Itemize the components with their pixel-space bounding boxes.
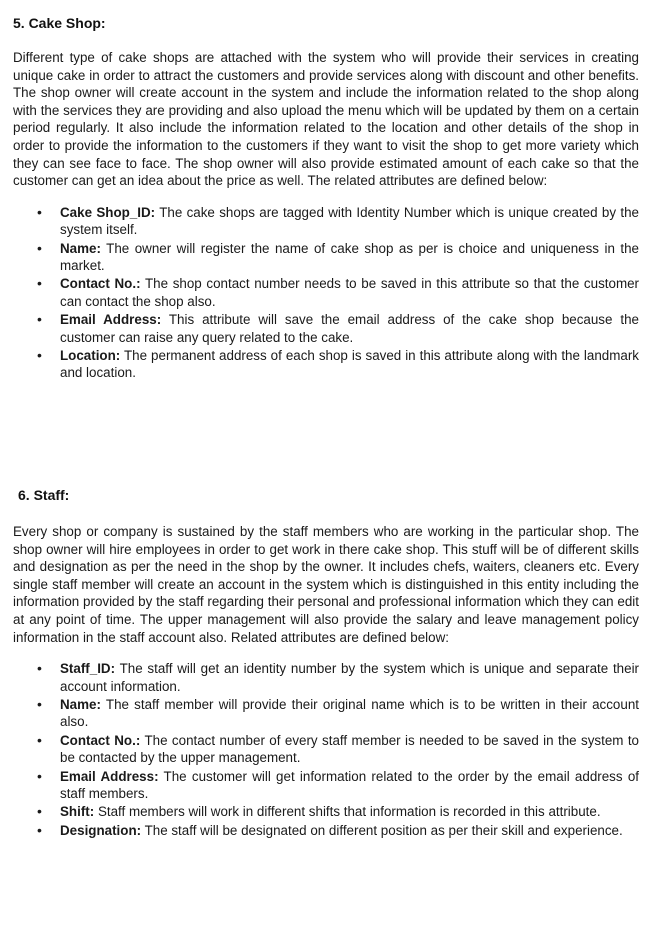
bullet-icon: • xyxy=(37,275,42,292)
cake-shop-heading: 5. Cake Shop: xyxy=(13,15,106,31)
attribute-item xyxy=(37,239,639,275)
attribute-description: The owner will register the name of cake shop as per is choice and uniqueness in the market. xyxy=(60,240,639,273)
attribute-description: The staff will get an identity number by the system which is unique and separate their account information. xyxy=(60,661,639,694)
attribute-term: Shift: xyxy=(60,804,95,820)
bullet-icon: • xyxy=(37,803,42,820)
staff-section xyxy=(13,486,639,840)
attribute-term: Contact No.: xyxy=(60,732,141,748)
bullet-icon: • xyxy=(37,203,42,220)
staff-heading: 6. Staff: xyxy=(18,487,70,503)
staff-intro: Every shop or company is sustained by the staff members who are working in the particular shop. The shop owner will hire employees in order to get work in there cake shop. This stuff will be of different skills and designation as per the need in the shop by the owner. It includes chefs, waiters, cleaners etc. Every single staff member will create an account in the system which is distinguished in this entity including the information provided by the staff regarding their personal and professional information which they can edit at any point of time. The upper management will also provide the salary and leave management policy information in the staff account also. Related attributes are defined below: xyxy=(13,524,639,645)
attribute-description: The customer will get information related to the order by the email address of staff members. xyxy=(60,768,639,801)
attribute-description: The staff will be designated on different position as per their skill and experience. xyxy=(141,822,623,838)
attribute-description: The permanent address of each shop is saved in this attribute along with the landmark and location. xyxy=(60,348,639,381)
attribute-item xyxy=(37,695,639,731)
attribute-description: The staff member will provide their original name which is to be written in their account also. xyxy=(60,696,639,730)
attribute-term: Email Address: xyxy=(60,768,159,784)
cake-shop-section xyxy=(13,14,639,383)
bullet-icon: • xyxy=(37,311,42,328)
attribute-description: The contact number of every staff member is needed to be saved in the system to be contacted by the upper management. xyxy=(60,732,639,766)
bullet-icon: • xyxy=(37,239,42,256)
attribute-item xyxy=(37,803,639,820)
attribute-term: Cake Shop_ID: xyxy=(60,204,156,220)
attribute-description: Staff members will work in different shifts that information is recorded in this attribute. xyxy=(94,804,601,820)
attribute-item xyxy=(37,311,639,346)
attribute-term: Email Address: xyxy=(60,312,162,328)
attribute-item xyxy=(37,347,639,382)
cake-shop-intro: Different type of cake shops are attached with the system who will provide their services in creating unique cake in order to attract the customers and provide services along with discount and other benefits. The shop owner will create account in the system and include the information related to the shop along with the services they are providing and also upload the menu which will be updated by them on a certain period regularly. It also include the information related to the location and other details of the shop in order to provide the information to the customers if they want to visit the shop to get more variety which they can see face to face. The shop owner will also provide estimated amount of each cake so that the customer can get an idea about the price as well. The related attributes are defined below: xyxy=(13,50,639,189)
attribute-term: Location: xyxy=(60,348,121,363)
bullet-icon: • xyxy=(37,660,42,677)
bullet-icon: • xyxy=(37,767,42,784)
attribute-term: Name: xyxy=(60,240,101,256)
attribute-description: The shop contact number needs to be saved in this attribute so that the customer can contact the shop also. xyxy=(60,276,639,309)
attribute-item xyxy=(37,275,639,310)
bullet-icon: • xyxy=(37,821,42,838)
attribute-description: The cake shops are tagged with Identity Number which is unique created by the system itself. xyxy=(60,204,639,238)
attribute-item xyxy=(37,767,639,803)
attribute-term: Designation: xyxy=(60,822,142,838)
staff-attribute-list xyxy=(13,660,639,839)
attribute-term: Contact No.: xyxy=(60,276,141,292)
cake-shop-attribute-list xyxy=(13,204,639,382)
attribute-item xyxy=(37,821,639,839)
bullet-icon: • xyxy=(37,731,42,748)
bullet-icon: • xyxy=(37,695,42,712)
attribute-item xyxy=(37,660,639,695)
bullet-icon: • xyxy=(37,347,42,363)
attribute-description: This attribute will save the email address of the cake shop because the customer can raise any query related to the cake. xyxy=(60,312,639,345)
attribute-item xyxy=(37,203,639,239)
attribute-item xyxy=(37,731,639,767)
attribute-term: Staff_ID: xyxy=(60,661,116,677)
attribute-term: Name: xyxy=(60,696,101,712)
